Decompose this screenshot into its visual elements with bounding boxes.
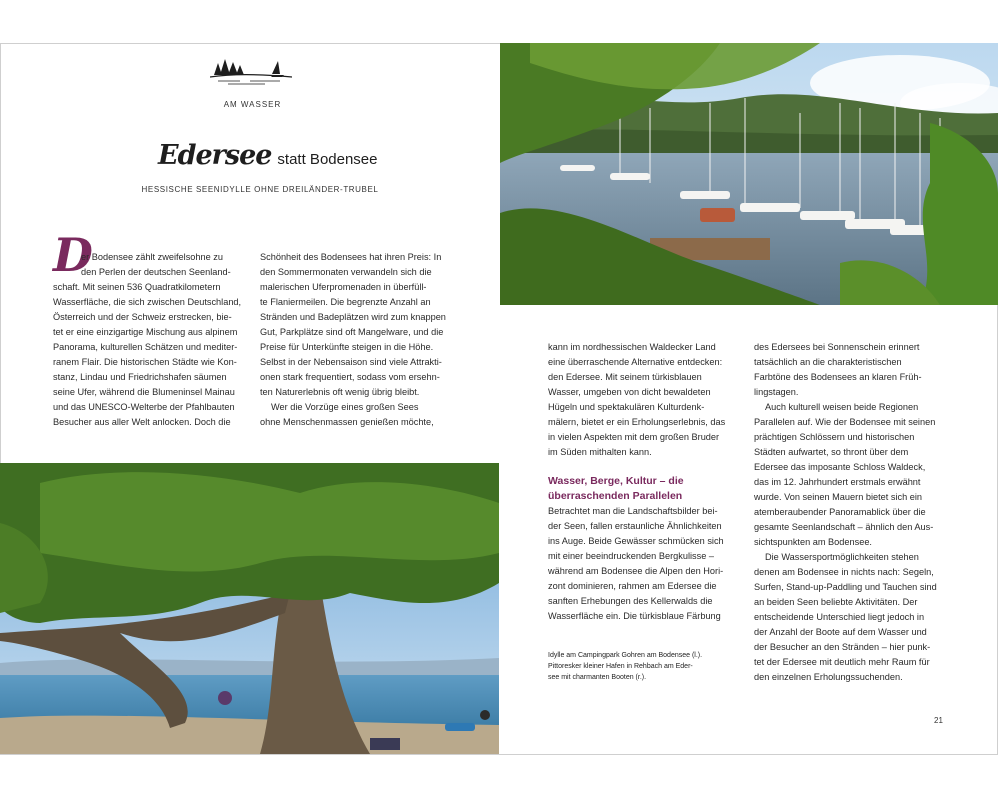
lake-trees-sailboat-icon xyxy=(210,55,292,89)
text-line: der Anzahl der Boote auf dem Wasser und xyxy=(754,627,927,637)
text-line: tet der Edersee mit deutlich mehr Raum für xyxy=(754,657,930,667)
text-line: tatsächlich an die charakteristischen xyxy=(754,357,902,367)
text-line: Betrachtet man die Landschaftsbilder bei- xyxy=(548,506,718,516)
text-line: Die Wassersportmöglichkeiten stehen xyxy=(765,552,919,562)
text-line: ins Auge. Beide Gewässer schmücken sich xyxy=(548,536,724,546)
text-line: Preise für Unterkünfte steigen in die Höhe. xyxy=(260,342,434,352)
title-script: Edersee xyxy=(158,140,272,171)
text-column-4 xyxy=(754,340,937,685)
subheading-line: überraschenden Parallelen xyxy=(548,490,683,502)
title-rest: statt Bodensee xyxy=(277,151,378,168)
text-line: tet er eine einzigartige Mischung aus alpinem xyxy=(53,327,238,337)
text-line: wurde. Von seinen Mauern bietet sich ein xyxy=(754,492,923,502)
section-kicker: AM WASSER xyxy=(223,100,282,109)
text-line: den Perlen der deutschen Seenland- xyxy=(81,267,231,277)
text-line: Städten aufwartet, so thront über dem xyxy=(754,447,909,457)
text-line: zont dominieren, rahmen am Edersee die xyxy=(548,581,717,591)
text-column-1 xyxy=(53,250,241,430)
text-line: kann im nordhessischen Waldecker Land xyxy=(548,342,716,352)
text-line: atemberaubender Panoramablick über die xyxy=(754,507,926,517)
text-line: Selbst in der Nebensaison sind viele Attrakti- xyxy=(260,357,442,367)
text-line: Panorama, kulturellen Schätzen und mediter- xyxy=(53,342,238,352)
text-line: Auch kulturell weisen beide Regionen xyxy=(765,402,919,412)
text-line: Wasserfläche, die sich zwischen Deutschland, xyxy=(53,297,242,307)
text-line: entscheidende Unterschied liegt jedoch in xyxy=(754,612,925,622)
text-line: ten Naturerlebnis oft wenig übrig bleibt. xyxy=(260,387,420,397)
text-line: und das UNESCO-Welterbe der Pfahlbauten xyxy=(53,402,235,412)
lakeside-tree-photo xyxy=(0,463,499,754)
photo-caption xyxy=(548,650,748,683)
caption-line: Pittoresker kleiner Hafen in Rehbach am Eder- xyxy=(548,663,693,670)
text-line: den Edersee. Mit seinem türkisblauen xyxy=(548,372,702,382)
text-line: gesamte Seenlandschaft – ähnlich den Aus- xyxy=(754,522,934,532)
text-line: Wasserfläche ein. Die türkisblaue Färbung xyxy=(548,611,721,621)
text-line: mit einer beeindruckenden Bergkulisse – xyxy=(548,551,714,561)
text-line: ohne Menschenmassen genießen möchte, xyxy=(260,417,434,427)
text-line: der Seen, fallen erstaunliche Ähnlichkeiten xyxy=(548,521,722,531)
text-line: der Besucher an den Stränden – hier punk- xyxy=(754,642,931,652)
text-line: ranem Flair. Die historischen Städte wie Kon- xyxy=(53,357,237,367)
caption-line: Idylle am Campingpark Gohren am Bodensee (l.). xyxy=(548,652,703,659)
text-line: den einzelnen Erholungssuchenden. xyxy=(754,672,903,682)
text-line: sanften Erhebungen des Kellerwalds die xyxy=(548,596,713,606)
text-line: während am Bodensee die Alpen den Hori- xyxy=(548,566,724,576)
text-column-3-top xyxy=(548,340,725,460)
text-line: Besucher aus aller Welt anlocken. Doch die xyxy=(53,417,231,427)
text-line: schaft. Mit seinen 536 Quadratkilometern xyxy=(53,282,221,292)
text-line: mälern, bietet er ein Erholungserlebnis, das xyxy=(548,417,726,427)
text-line: Wer die Vorzüge eines großen Sees xyxy=(271,402,419,412)
subheading-line: Wasser, Berge, Kultur – die xyxy=(548,475,684,487)
text-line: Surfen, Stand-up-Paddling und Tauchen sind xyxy=(754,582,937,592)
text-line: Schönheit des Bodensees hat ihren Preis: In xyxy=(260,252,442,262)
text-line: Farbtöne des Bodensees an klaren Früh- xyxy=(754,372,922,382)
text-line: Wasser, umgeben von dicht bewaldeten xyxy=(548,387,711,397)
text-line: eine überraschende Alternative entdecken: xyxy=(548,357,723,367)
text-line: in vielen Aspekten mit dem großen Bruder xyxy=(548,432,720,442)
text-line: den Sommermonaten verwandeln sich die xyxy=(260,267,432,277)
text-column-3-bottom xyxy=(548,504,724,624)
text-line: Stränden und Badeplätzen wird zum knappen xyxy=(260,312,446,322)
text-line: Hügeln und spektakulären Kulturdenk- xyxy=(548,402,705,412)
text-line: Österreich und der Schweiz erstrecken, bie- xyxy=(53,312,232,322)
text-line: er Bodensee zählt zweifelsohne zu xyxy=(81,252,223,262)
text-line: onen stark frequentiert, sodass vom ersehn- xyxy=(260,372,440,382)
page-title xyxy=(158,140,378,180)
text-line: seine Ufer, während die Blumeninsel Mainau xyxy=(53,387,235,397)
text-line: an beiden Seen beliebte Aktivitäten. Der xyxy=(754,597,918,607)
section-subheading xyxy=(548,474,684,504)
text-column-2 xyxy=(260,250,446,430)
text-line: des Edersees bei Sonnenschein erinnert xyxy=(754,342,920,352)
text-line: sichtspunkten am Bodensee. xyxy=(754,537,872,547)
text-line: prächtigen Schlössern und historischen xyxy=(754,432,915,442)
text-line: Gut, Parkplätze sind oft Mangelware, und die xyxy=(260,327,444,337)
harbor-photo xyxy=(500,43,998,305)
text-line: te Flaniermeilen. Die begrenzte Anzahl an xyxy=(260,297,431,307)
subtitle: HESSISCHE SEENIDYLLE OHNE DREILÄNDER-TRUBEL xyxy=(141,185,379,194)
text-line: im Süden mithalten kann. xyxy=(548,447,652,457)
text-line: Edersee das imposante Schloss Waldeck, xyxy=(754,462,926,472)
caption-line: see mit charmanten Booten (r.). xyxy=(548,674,647,681)
text-line: stanz, Lindau und Friedrichshafen säumen xyxy=(53,372,227,382)
text-line: Parallelen auf. Wie der Bodensee mit seinen xyxy=(754,417,936,427)
text-line: das im 12. Jahrhundert erstmals erwähnt xyxy=(754,477,921,487)
text-line: denen am Bodensee in nichts nach: Segeln, xyxy=(754,567,934,577)
text-line: malerischen Uferpromenaden in überfüll- xyxy=(260,282,427,292)
drop-cap: D xyxy=(53,228,93,282)
text-line: lingstagen. xyxy=(754,387,799,397)
page-number: 21 xyxy=(934,716,943,725)
